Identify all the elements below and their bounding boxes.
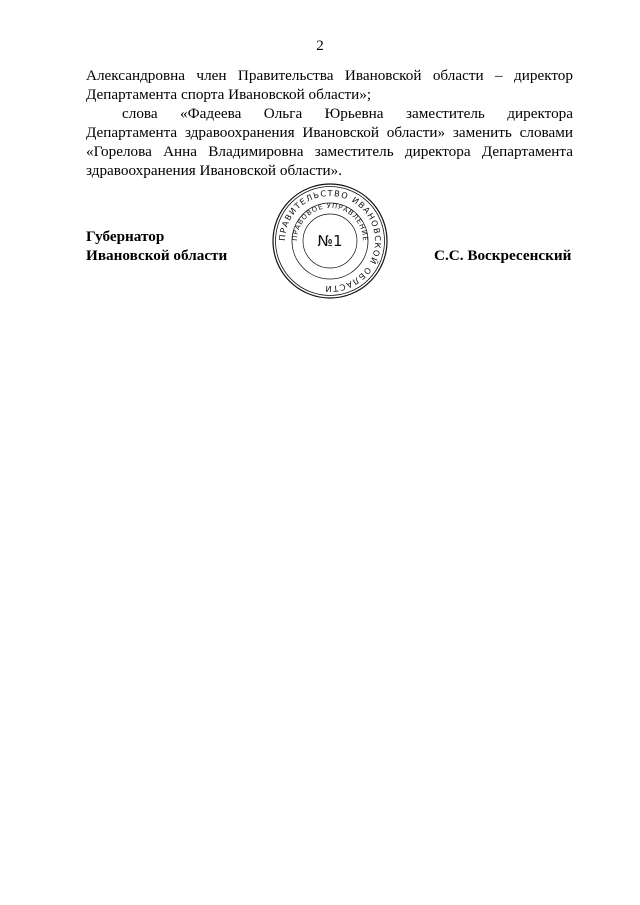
signatory-title-line-2: Ивановской области	[86, 247, 228, 264]
paragraph-continuation: Александровна член Правительства Ивановской области – директор Департамента спорта Ивановской области»;	[86, 67, 573, 103]
paragraph-replacement: слова «Фадеева Ольга Юрьевна заместитель директора Департамента здравоохранения Ивановской области» заменить словами «Горелова Анна Владимировна заместитель директора Департамента здравоохранения Ивановской области».	[86, 105, 573, 179]
signatory-name: С.С. Воскресенский	[434, 247, 572, 264]
official-seal-stamp	[271, 182, 389, 300]
page-number: 2	[316, 38, 324, 54]
seal-ring-text: ПРАВИТЕЛЬСТВО ИВАНОВСКОЙ ОБЛАСТИ	[276, 187, 384, 295]
signatory-title-line-1: Губернатор	[86, 228, 165, 245]
seal-center-number: №1	[317, 232, 343, 250]
document-body	[86, 66, 573, 180]
seal-inner-ring-text: ПРАВОВОЕ УПРАВЛЕНИЕ	[290, 201, 370, 242]
signatory-title	[86, 227, 227, 265]
